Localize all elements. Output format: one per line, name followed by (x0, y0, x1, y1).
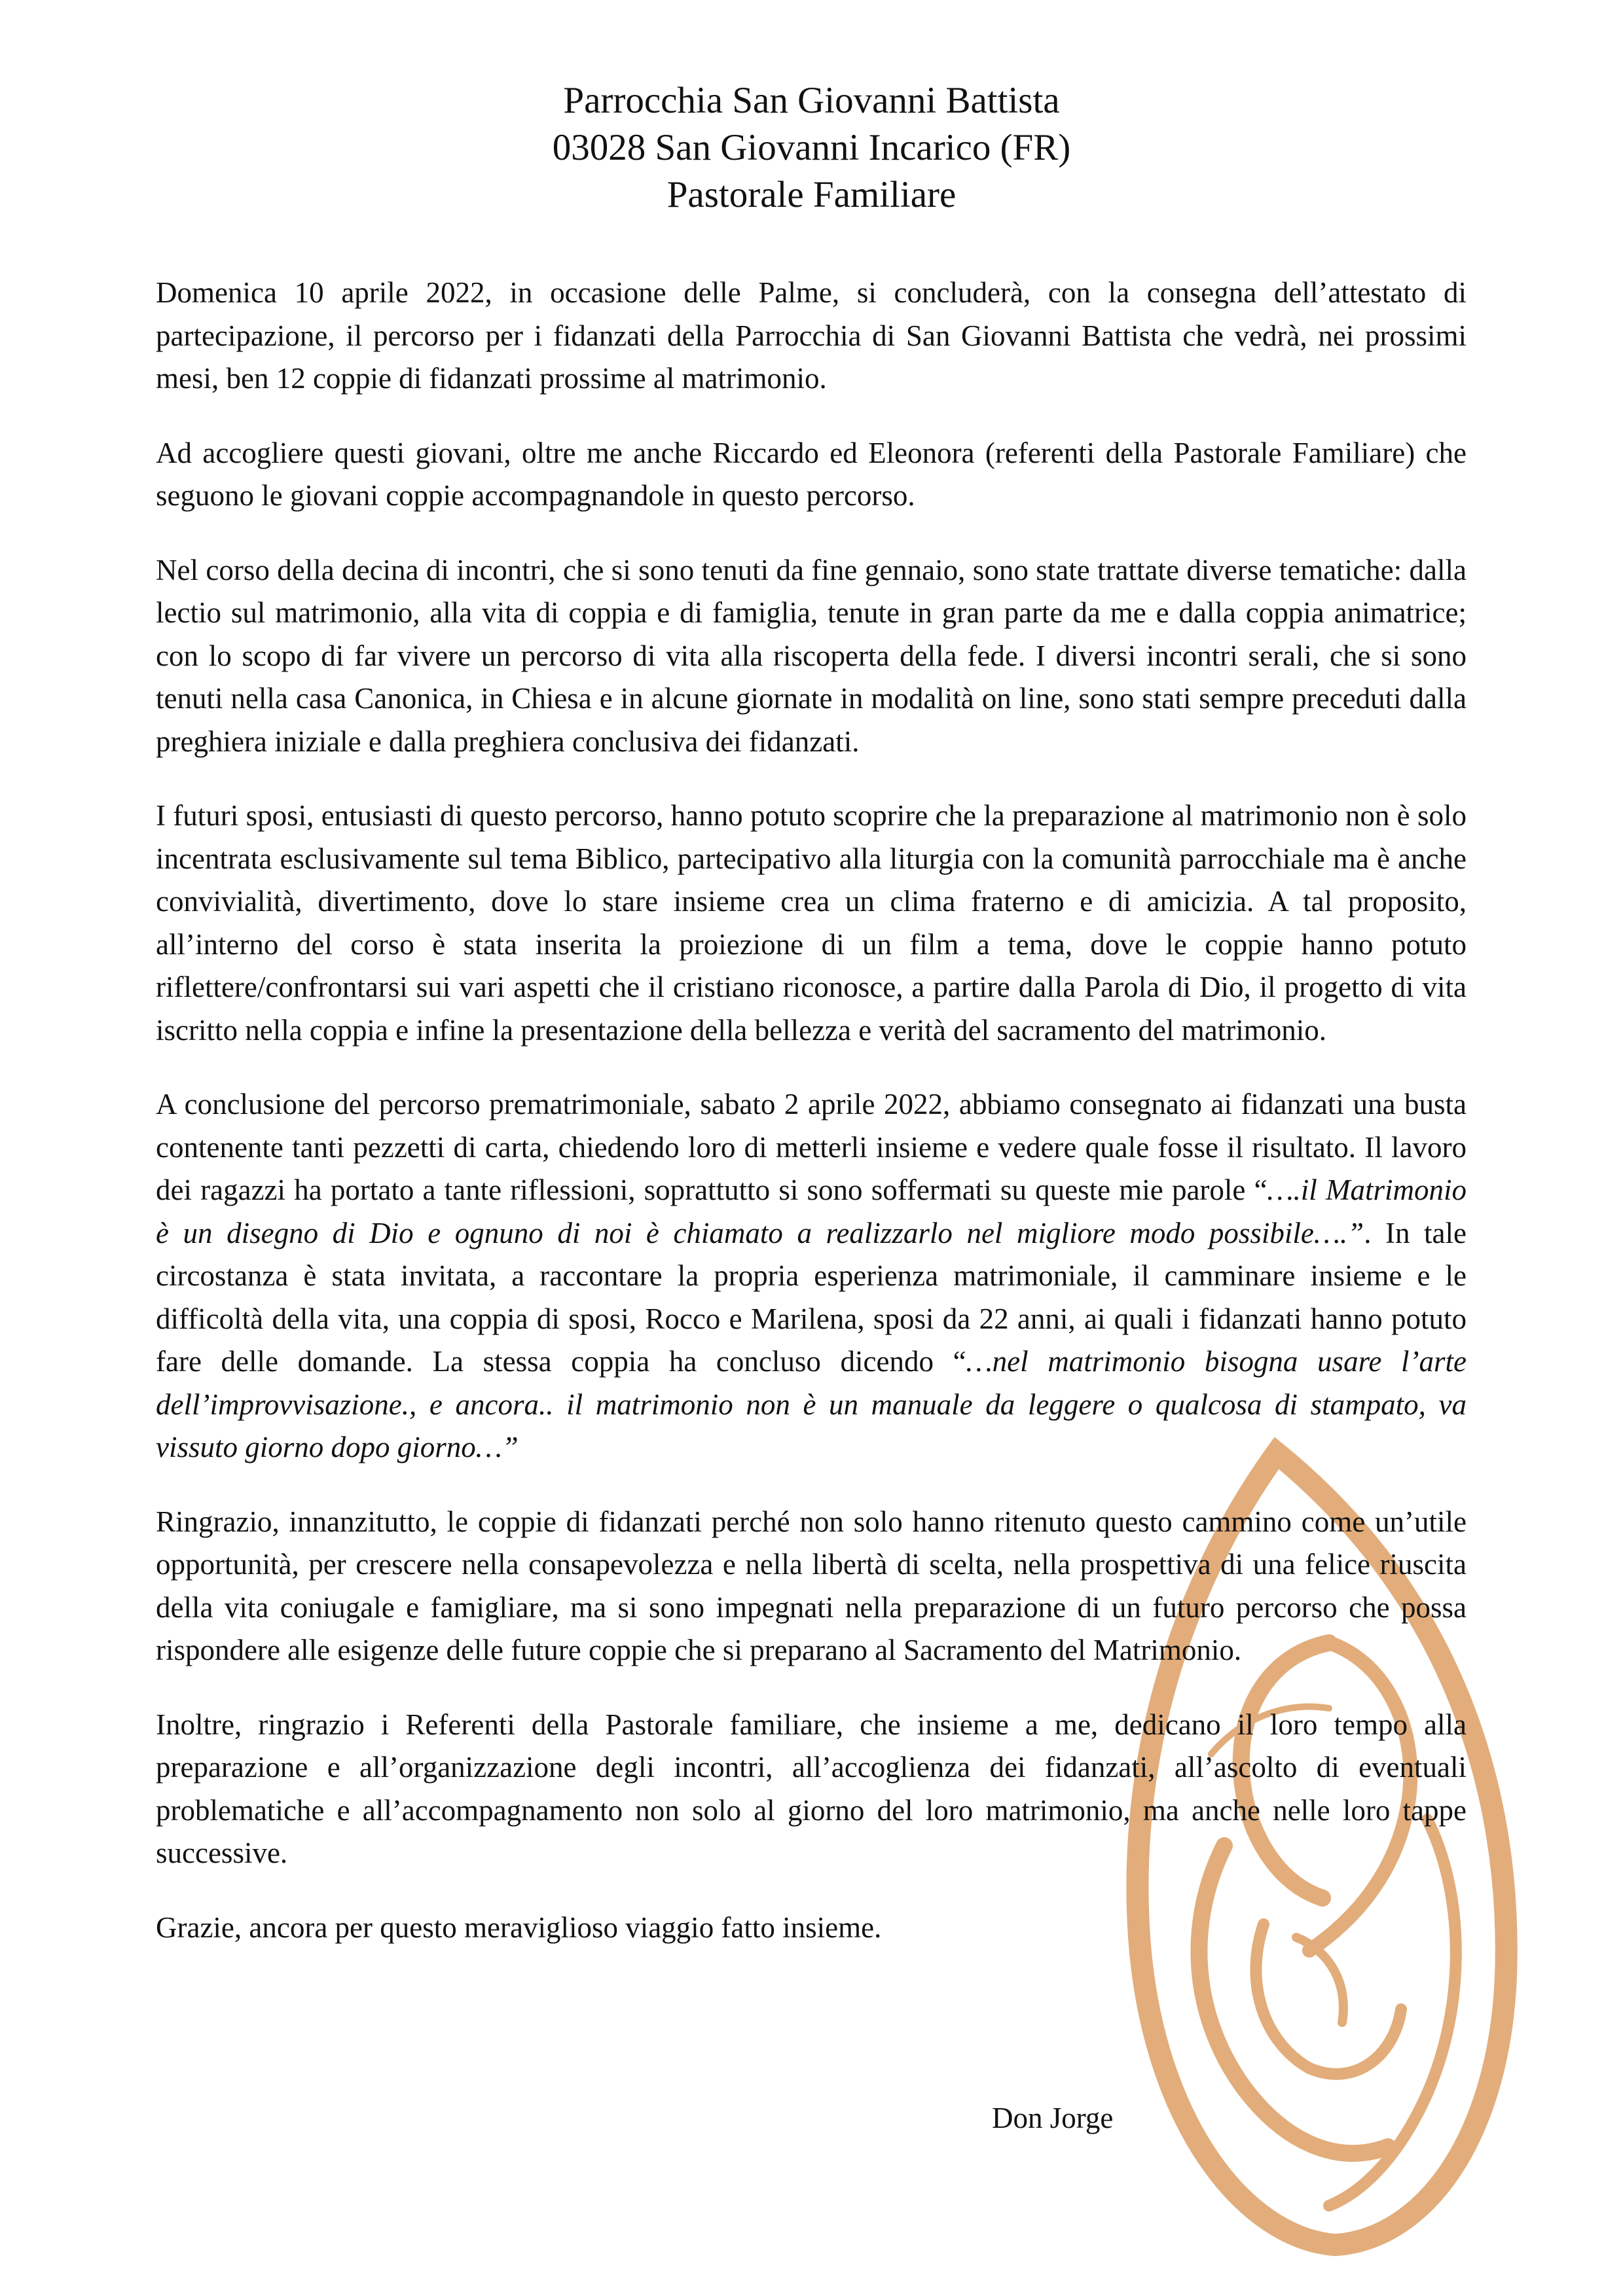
parish-address: 03028 San Giovanni Incarico (FR) (552, 127, 1071, 168)
paragraph-announcement: Domenica 10 aprile 2022, in occasione delle Palme, si concluderà, con la consegna dell’attestato di partecipazione, il percorso per i fidanzati della Parrocchia di San Giovanni Battista che vedrà, nei prossimi mesi, ben 12 coppie di fidanzati prossime al matrimonio. (156, 276, 1467, 395)
signature: Don Jorge (992, 2102, 1114, 2134)
paragraph-thanks-referents: Inoltre, ringrazio i Referenti della Pastorale familiare, che insieme a me, dedicano il loro tempo alla preparazione e all’organizzazione degli incontri, all’accoglienza dei fidanzati, all’ascolto di eventuali problematiche e all’accompagnamento non solo al giorno del loro matrimonio, ma anche nelle loro tappe successive. (156, 1708, 1467, 1869)
parish-header (0, 77, 1623, 219)
conclusion-text-1: A conclusione del percorso prematrimoniale, sabato 2 aprile 2022, abbiamo consegnato ai fidanzati una busta contenente tanti pezzetti di carta, chiedendo loro di metterli insieme e vedere quale fosse il risultato. Il lavoro dei ragazzi ha portato a tante riflessioni, soprattutto si sono soffermati su queste mie parole “ (156, 1088, 1467, 1206)
paragraph-referents: Ad accogliere questi giovani, oltre me anche Riccardo ed Eleonora (referenti della Pastorale Familiare) che seguono le giovani coppie accompagnandole in questo percorso. (156, 436, 1467, 512)
paragraph-thanks-couples: Ringrazio, innanzitutto, le coppie di fidanzati perché non solo hanno ritenuto questo cammino come un’utile opportunità, per crescere nella consapevolezza e nella libertà di scelta, nella prospettiva di una felice riuscita della vita coniugale e famigliare, ma si sono impegnati nella preparazione di un futuro percorso che possa rispondere alle esigenze delle future coppie che si preparano al Sacramento del Matrimonio. (156, 1505, 1467, 1666)
letter-body (156, 272, 1467, 1981)
quote-improvvisazione: …nel matrimonio bisogna usare l’arte dell’improvvisazione., e ancora.. il matrimonio non è un manuale da leggere o qualcosa di stampato, va vissuto giorno dopo giorno…” (156, 1345, 1467, 1463)
parish-name: Parrocchia San Giovanni Battista (563, 80, 1060, 121)
paragraph-conclusion (156, 1083, 1467, 1469)
quote-matrimonio: ….il Matrimonio è un disegno di Dio e ognuno di noi è chiamato a realizzarlo nel migliore modo possibile….” (156, 1174, 1467, 1249)
paragraph-meetings: Nel corso della decina di incontri, che si sono tenuti da fine gennaio, sono state trattate diverse tematiche: dalla lectio sul matrimonio, alla vita di coppia e di famiglia, tenute in gran parte da me e dalla coppia animatrice; con lo scopo di far vivere un percorso di vita alla riscoperta della fede. I diversi incontri serali, che si sono tenuti nella casa Canonica, in Chiesa e in alcune giornate in modalità on line, sono stati sempre preceduti dalla preghiera iniziale e dalla preghiera conclusiva dei fidanzati. (156, 553, 1467, 758)
conclusion-text-2: . In tale circostanza è stata invitata, a raccontare la propria esperienza matrimoniale, il camminare insieme e le difficoltà della vita, una coppia di sposi, Rocco e Marilena, sposi da 22 anni, ai quali i fidanzati hanno potuto fare delle domande. La stessa coppia ha concluso dicendo “ (156, 1216, 1467, 1378)
paragraph-future-spouses: I futuri sposi, entusiasti di questo percorso, hanno potuto scoprire che la preparazione al matrimonio non è solo incentrata esclusivamente sul tema Biblico, partecipativo alla liturgia con la comunità parrocchiale ma è anche convivialità, divertimento, dove lo stare insieme crea un clima fraterno e di amicizia. A tal proposito, all’interno del corso è stata inserita la proiezione di un film a tema, dove le coppie hanno potuto riflettere/confrontarsi sui vari aspetti che il cristiano riconosce, a partire dalla Parola di Dio, il progetto di vita iscritto nella coppia e infine la presentazione della bellezza e verità del sacramento del matrimonio. (156, 799, 1467, 1047)
paragraph-closing: Grazie, ancora per questo meraviglioso viaggio fatto insieme. (156, 1910, 882, 1944)
office-name: Pastorale Familiare (666, 174, 957, 215)
